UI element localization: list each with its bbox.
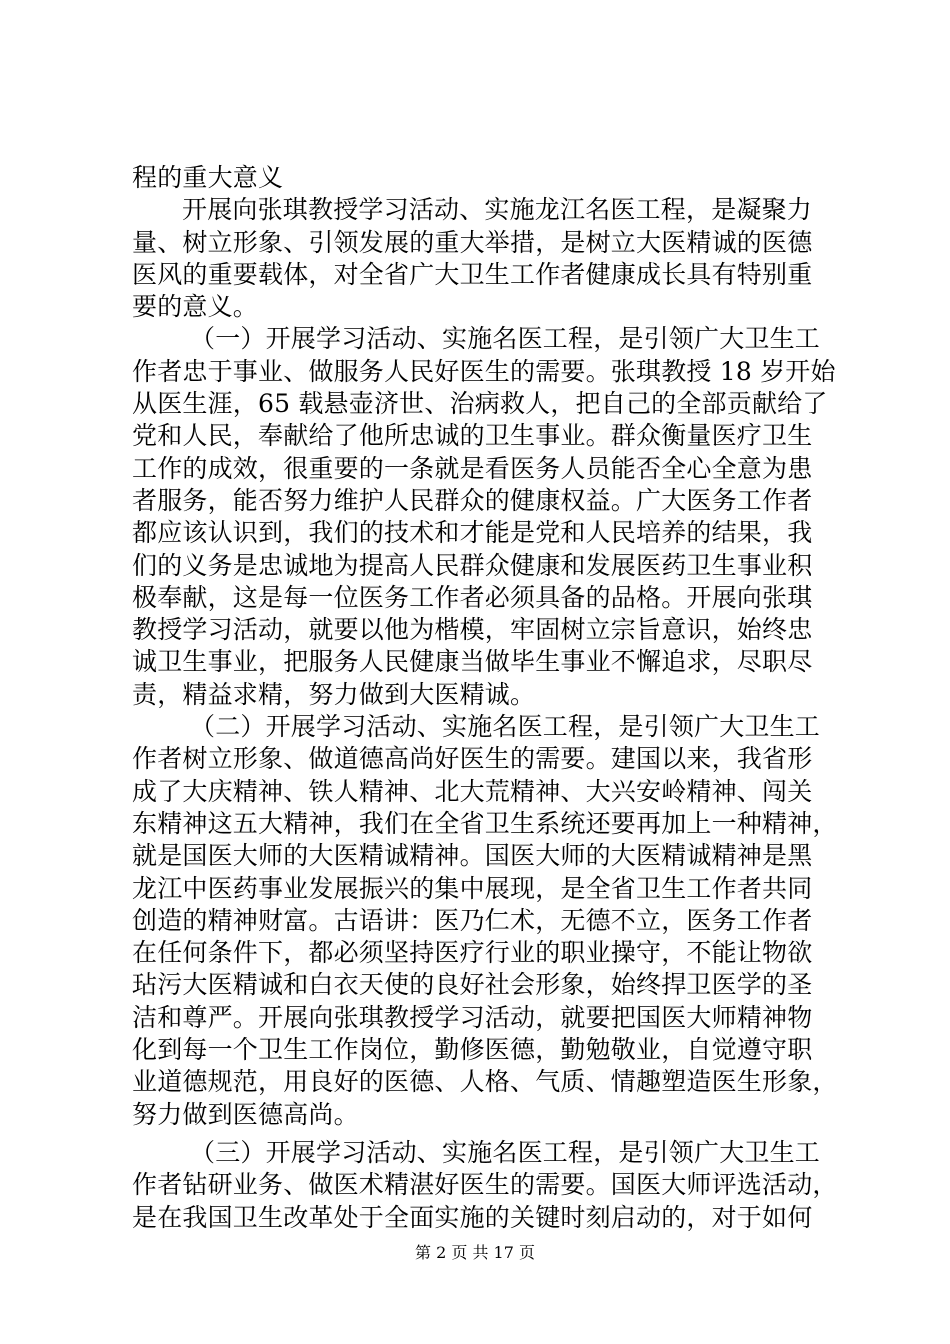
paragraph-line: 作者忠于事业、做服务人民好医生的需要。张琪教授 18 岁开始 (132, 356, 836, 386)
paragraph-line: 开展向张琪教授学习活动、实施龙江名医工程，是凝聚力 (182, 195, 813, 225)
paragraph-line: 东精神这五大精神，我们在全省卫生系统还要再加上一种精神， (132, 808, 838, 838)
paragraph-significance (132, 194, 832, 323)
paragraph-line: 业道德规范，用良好的医德、人格、气质、情趣塑造医生形象， (132, 1067, 838, 1097)
paragraph-line: 作者树立形象、做道德高尚好医生的需要。建国以来，我省形 (132, 744, 813, 774)
paragraph-line: 龙江中医药事业发展振兴的集中展现，是全省卫生工作者共同 (132, 873, 813, 903)
paragraph-line: 党和人民，奉献给了他所忠诚的卫生事业。群众衡量医疗卫生 (132, 421, 813, 451)
page-number-footer: 第 2 页 共 17 页 (415, 1243, 535, 1262)
paragraph-line: 量、树立形象、引领发展的重大举措，是树立大医精诚的医德 (132, 227, 813, 257)
paragraph-line: 洁和尊严。开展向张琪教授学习活动，就要把国医大师精神物 (132, 1002, 813, 1032)
paragraph-line: 努力做到医德高尚。 (132, 1099, 359, 1129)
paragraph-line: 医风的重要载体，对全省广大卫生工作者健康成长具有特别重 (132, 259, 813, 289)
paragraph-line: 作者钻研业务、做医术精湛好医生的需要。国医大师评选活动， (132, 1170, 838, 1200)
paragraph-line: 玷污大医精诚和白衣天使的良好社会形象，始终捍卫医学的圣 (132, 970, 813, 1000)
paragraph-line: 诚卫生事业，把服务人民健康当做毕生事业不懈追求，尽职尽 (132, 647, 813, 677)
paragraph-line: 都应该认识到，我们的技术和才能是党和人民培养的结果，我 (132, 518, 813, 548)
paragraph-line: （一）开展学习活动、实施名医工程，是引领广大卫生工 (190, 324, 821, 354)
paragraph-line: 工作的成效，很重要的一条就是看医务人员能否全心全意为患 (132, 453, 813, 483)
paragraph-point-three (132, 1137, 838, 1234)
paragraph-point-two (132, 711, 838, 1131)
paragraph-line: 成了大庆精神、铁人精神、北大荒精神、大兴安岭精神、闯关 (132, 776, 813, 806)
paragraph-line: 极奉献，这是每一位医务工作者必须具备的品格。开展向张琪 (132, 582, 813, 612)
section-heading-tail: 程的重大意义 (132, 163, 284, 192)
paragraph-line: 责，精益求精，努力做到大医精诚。 (132, 679, 536, 709)
document-body (132, 162, 838, 1234)
paragraph-line: （三）开展学习活动、实施名医工程，是引领广大卫生工 (190, 1137, 821, 1167)
paragraph-line: 就是国医大师的大医精诚精神。国医大师的大医精诚精神是黑 (132, 841, 813, 871)
paragraph-line: 创造的精神财富。古语讲：医乃仁术，无德不立，医务工作者 (132, 905, 813, 935)
paragraph-line: 教授学习活动，就要以他为楷模，牢固树立宗旨意识，始终忠 (132, 615, 813, 645)
paragraph-line: （二）开展学习活动、实施名医工程，是引领广大卫生工 (190, 712, 821, 742)
paragraph-line: 们的义务是忠诚地为提高人民群众健康和发展医药卫生事业积 (132, 550, 813, 580)
paragraph-point-one (132, 323, 836, 711)
paragraph-line: 者服务，能否努力维护人民群众的健康权益。广大医务工作者 (132, 485, 813, 515)
paragraph-line: 要的意义。 (132, 292, 259, 322)
paragraph-line: 在任何条件下，都必须坚持医疗行业的职业操守，不能让物欲 (132, 938, 813, 968)
paragraph-line: 是在我国卫生改革处于全面实施的关键时刻启动的，对于如何 (132, 1202, 813, 1232)
paragraph-line: 化到每一个卫生工作岗位，勤修医德，勤勉敬业，自觉遵守职 (132, 1035, 813, 1065)
paragraph-line: 从医生涯，65 载悬壶济世、治病救人，把自己的全部贡献给了 (132, 389, 828, 419)
